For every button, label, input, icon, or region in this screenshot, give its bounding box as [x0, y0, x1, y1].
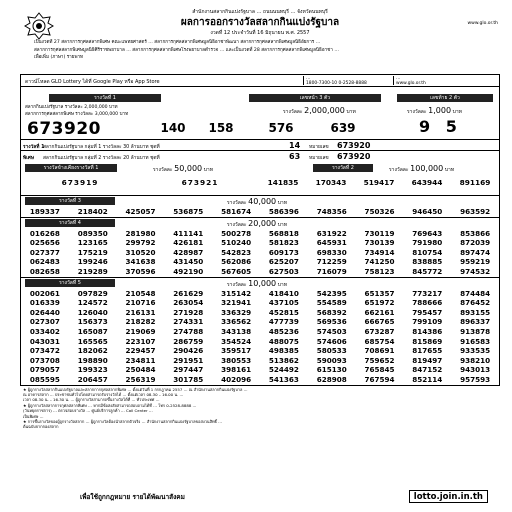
first-prize-line-a: สลากกินแบ่งรัฐบาล รางวัลละ 2,000,000 บาท: [25, 105, 118, 110]
prize-number: 872039: [460, 238, 491, 248]
prize-tier-label: รางวัลที่ 4: [25, 219, 115, 227]
prize-number: 079057: [29, 365, 60, 375]
app-download-text[interactable]: ดาวน์โหลด GLO Lottery ได้ที่ Google Play หรือ App Store: [25, 79, 160, 85]
last-two-prize: [407, 106, 462, 116]
app-download-row: [21, 75, 499, 87]
prize-tier-amount: [227, 197, 287, 207]
prize-number: 562086: [221, 257, 252, 267]
prize-number: 219289: [77, 266, 108, 276]
prize-number: 256319: [125, 374, 156, 384]
web-url[interactable]: www.glo.or.th: [396, 81, 426, 86]
prize-number: 126040: [77, 307, 108, 317]
prize-number: 750326: [364, 207, 395, 216]
prize-number: 033402: [29, 326, 60, 336]
prize-number: 336329: [221, 307, 252, 317]
prize-prefix: รางวัลละ: [227, 281, 247, 288]
prize-number: 795457: [412, 307, 443, 317]
footnote-line: ★ ผู้ถูกรางวัลสลากกินแบ่งรัฐบาลและสลากการกุศลสลากพิเศษ … ตั้งแต่วันที่ 1 กรกฎาคม 2557 … ณ สำนักงานสลากกินแบ่งรัฐบาล …: [23, 386, 248, 392]
prize-number: 189337: [29, 207, 60, 216]
prize-number: 524492: [268, 365, 299, 375]
prize-number: 765845: [364, 365, 395, 375]
near-first-label: รางวัลข้างเคียงรางวัลที่ 1: [25, 164, 117, 172]
prize-number: 477739: [268, 317, 299, 327]
prize-number: 580533: [316, 346, 347, 356]
second-prize-label: รางวัลที่ 2: [313, 164, 373, 172]
prize-tier-amount: [227, 219, 287, 229]
footer-slogan: เพื่อใช้ถูกกฎหมาย รายได้พัฒนาสังคม: [80, 493, 185, 501]
prize-number: 853866: [460, 228, 491, 238]
prize-number: 043031: [29, 336, 60, 346]
prize-number: 791980: [412, 238, 443, 248]
prize-number: 263054: [173, 298, 204, 308]
prize-number: 673287: [364, 326, 395, 336]
prize-number: 281980: [125, 228, 156, 238]
prize-number: 082658: [29, 266, 60, 276]
prize-number: 026440: [29, 307, 60, 317]
special-row-desc: สลากกินแบ่งรัฐบาล กลุ่มที่ 2 รางวัลละ 20 ล้านบาท ชุดที่: [43, 156, 160, 161]
prize-number: 290426: [173, 346, 204, 356]
prize-number: 609173: [268, 247, 299, 257]
prize-number: 315142: [221, 288, 252, 298]
prize-number: 730139: [364, 238, 395, 248]
second-prize-number: 170343: [315, 178, 347, 187]
prize-number: 586396: [268, 207, 299, 216]
prize-number: 370596: [125, 266, 156, 276]
first-three-label: เลขหน้า 3 ตัว: [249, 94, 381, 102]
prize-number: 814386: [412, 326, 443, 336]
prize-number: 916583: [460, 336, 491, 346]
sheet-header: [20, 8, 500, 74]
prize-number: 402096: [221, 374, 252, 384]
top-results-box: [20, 74, 500, 196]
prize-number-grid: [21, 289, 499, 385]
prize-prefix: รางวัลละ: [227, 221, 247, 228]
prize-number: 913878: [460, 326, 491, 336]
footnote-line: เป็นพิเศษ …: [23, 413, 44, 419]
special-row-desc: สลากกินแบ่งรัฐบาล กลุ่มที่ 1 รางวัลละ 30 ล้านบาท ชุดที่: [43, 145, 160, 150]
prize-number: 568392: [316, 307, 347, 317]
first-three-number: 639: [330, 121, 356, 135]
second-prize-number: 141835: [267, 178, 299, 187]
prize-number: 199323: [77, 365, 108, 375]
prize-number: 261629: [173, 288, 204, 298]
footnote-line: ★ ผู้ถูกรางวัลสลากการกุศลสลากพิเศษ … หากมีข้อสงสัยสามารถสอบถามได้ที่ … โทร 0-2528-8888 …: [23, 402, 197, 408]
prize-number: 581823: [268, 238, 299, 248]
prize-number: 425057: [125, 207, 156, 216]
prize-number: 297447: [173, 365, 204, 375]
prize-number: 662161: [364, 307, 395, 317]
footnote-line: ★ การขึ้นรางวัลของผู้ถูกรางวัลสลาก … ผู้ถูกรางวัลต้องนำสลากตัวจริง … สำนักงานสลากกินแบ่งรัฐบาลขอสงวนสิทธิ์ …: [23, 418, 223, 424]
prize-tier: [20, 218, 500, 278]
prize-prefix: รางวัลละ: [283, 109, 303, 115]
prize-number: 175219: [77, 247, 108, 257]
prize-number: 274788: [173, 326, 204, 336]
prize-number: 498385: [268, 346, 299, 356]
prize-unit: บาท: [452, 109, 462, 115]
prize-number: 182062: [77, 346, 108, 356]
prize-number: 073472: [29, 346, 60, 356]
prize-number: 218402: [77, 207, 108, 216]
prize-prefix: รางวัลละ: [153, 167, 173, 173]
prize-number: 198890: [77, 355, 108, 365]
prize-number: 769643: [412, 228, 443, 238]
prize-number: 627503: [268, 266, 299, 276]
prize-amount: 10,000: [248, 278, 277, 288]
prize-number: 210716: [125, 298, 156, 308]
prize-unit: บาท: [277, 200, 288, 206]
prize-number: 631922: [316, 228, 347, 238]
prize-number: 027377: [29, 247, 60, 257]
prize-unit: บาท: [346, 109, 356, 115]
page-title: ผลการออกรางวัลสลากกินแบ่งรัฐบาล: [180, 17, 340, 28]
prize-number: 073708: [29, 355, 60, 365]
special-row-mark: หมายเลข: [309, 156, 329, 161]
prize-number: 341638: [125, 257, 156, 267]
footnote-line: เวลา 08.30 น. – 16.30 น. … ผู้ถูกรางวัลสามารถขึ้นรางวัลได้ที่ … ทั่วประเทศ …: [23, 397, 160, 403]
prize-prefix: รางวัลละ: [389, 167, 409, 173]
phone-numbers: 1800-7300-10 0-2528-8888: [306, 81, 367, 86]
special-prize-rows: [21, 139, 499, 161]
draw-date: งวดที่ 12 ประจำวันที่ 16 มิถุนายน พ.ศ. 2557: [210, 30, 310, 36]
header-description: [34, 39, 496, 62]
prize-unit: บาท: [277, 221, 288, 228]
prize-tier: [20, 196, 500, 218]
prize-number: 492190: [173, 266, 204, 276]
first-prize-number: 673920: [27, 119, 101, 139]
header-line: เป็นงวดที่ 27 สลากการกุศลสลากพิเศษ คณะแพทยศาสตร์ … สลากการกุศลสลากพิเศษมูลนิธิอาชาพัฒนา สลากการกุศลสลากพิเศษมูลนิธิอัยการ …: [34, 40, 321, 45]
prize-number: 581674: [221, 207, 252, 216]
prize-number: 817655: [412, 346, 443, 356]
prize-number: 876452: [460, 298, 491, 308]
phone-box: [303, 76, 393, 85]
prize-number: 645931: [316, 238, 347, 248]
prize-number: 943013: [460, 365, 491, 375]
prize-number: 156373: [77, 317, 108, 327]
prize-number: 542395: [316, 288, 347, 298]
prize-number: 741250: [364, 257, 395, 267]
near-and-second-numbers: [21, 175, 499, 193]
second-prize-prize: [389, 164, 454, 174]
prize-number: 773217: [412, 288, 443, 298]
prize-unit: บาท: [203, 167, 214, 173]
prize-number: 229457: [125, 346, 156, 356]
prize-number: 819497: [412, 355, 443, 365]
near-first-prize: [153, 164, 213, 174]
sheet-footer: [20, 490, 500, 504]
prize-number: 398161: [221, 365, 252, 375]
footnotes: [20, 386, 500, 431]
prize-number: 938210: [460, 355, 491, 365]
prize-number: 165087: [77, 326, 108, 336]
prize-number: 016268: [29, 228, 60, 238]
prize-number: 274331: [173, 317, 204, 327]
prize-number: 758123: [364, 266, 395, 276]
prize-number: 002061: [29, 288, 60, 298]
prize-number: 250484: [125, 365, 156, 375]
prize-unit: บาท: [277, 281, 288, 288]
prize-tier: [20, 278, 500, 386]
prize-number: 488075: [268, 336, 299, 346]
near-and-second-header: [21, 163, 499, 173]
prize-number: 569536: [316, 317, 347, 327]
prize-unit: บาท: [444, 167, 455, 173]
second-prize-number: 643944: [411, 178, 443, 187]
prize-number: 210548: [125, 288, 156, 298]
office-address: สำนักงานสลากกินแบ่งรัฐบาล … ถนนนนทบุรี … จังหวัดนนทบุรี: [192, 9, 328, 15]
prize-number: 946450: [412, 207, 443, 216]
special-row-label: รางวัลที่ 1: [23, 145, 45, 150]
prize-number: 767594: [364, 374, 395, 384]
first-prize-line-b: สลากการกุศลสลากพิเศษ รางวัลละ 3,000,000 บาท: [25, 112, 129, 117]
prize-number: 716079: [316, 266, 347, 276]
prize-number: 874484: [460, 288, 491, 298]
prize-number: 788666: [412, 298, 443, 308]
prize-number: 810754: [412, 247, 443, 257]
prize-tier-header: [21, 196, 499, 207]
prize-number: 428987: [173, 247, 204, 257]
special-row-label: พิเศษ: [23, 156, 35, 161]
prize-number: 893155: [460, 307, 491, 317]
prize-number: 089350: [77, 228, 108, 238]
first-three-prize: [283, 106, 356, 116]
prize-number: 759652: [364, 355, 395, 365]
last-two-label: เลขท้าย 2 ตัว: [397, 94, 493, 102]
prize-number: 838885: [412, 257, 443, 267]
prize-number: 974532: [460, 266, 491, 276]
prize-number: 343138: [221, 326, 252, 336]
prize-number: 628908: [316, 374, 347, 384]
special-row-value: 673920: [337, 152, 371, 161]
first-prize-label: รางวัลที่ 1: [49, 94, 161, 102]
prize-number: 536875: [173, 207, 204, 216]
prize-number: 651972: [364, 298, 395, 308]
web-label: …: [396, 76, 401, 81]
prize-number: 799109: [412, 317, 443, 327]
prize-number: 712259: [316, 257, 347, 267]
prize-number: 554589: [316, 298, 347, 308]
prize-number: 234811: [125, 355, 156, 365]
prize-number: 027307: [29, 317, 60, 327]
prize-number: 845772: [412, 266, 443, 276]
prize-number: 271928: [173, 307, 204, 317]
prize-number: 568818: [268, 228, 299, 238]
prize-number: 933535: [460, 346, 491, 356]
footnote-line: ต้นฉบับจากกองสลาก: [23, 424, 59, 430]
prize-number: 062483: [29, 257, 60, 267]
prize-number: 685754: [364, 336, 395, 346]
prize-number: 500278: [221, 228, 252, 238]
prize-number: 542823: [221, 247, 252, 257]
prize-number: 625207: [268, 257, 299, 267]
prize-number: 431450: [173, 257, 204, 267]
prize-number: 574503: [316, 326, 347, 336]
special-row-value: 673920: [337, 141, 371, 150]
prize-number: 510240: [221, 238, 252, 248]
prize-number: 426181: [173, 238, 204, 248]
prize-number: 123165: [77, 238, 108, 248]
prize-number: 216131: [125, 307, 156, 317]
prize-prefix: รางวัลละ: [407, 109, 427, 115]
prize-tier-amount: [227, 279, 287, 289]
prize-number: 206457: [77, 374, 108, 384]
special-row-set: 63: [289, 152, 301, 161]
phone-label: …: [306, 76, 311, 81]
prize-number: 651357: [364, 288, 395, 298]
prize-number: 513862: [268, 355, 299, 365]
prize-number: 567605: [221, 266, 252, 276]
special-prize-row: [21, 140, 499, 151]
prize-number: 411141: [173, 228, 204, 238]
prize-number: 452815: [268, 307, 299, 317]
prize-number: 291951: [173, 355, 204, 365]
last-two-number: 9 5: [419, 117, 462, 136]
prize-number: 097829: [77, 288, 108, 298]
prize-number: 336562: [221, 317, 252, 327]
first-three-number: 140: [160, 121, 186, 135]
prize-number: 957593: [460, 374, 491, 384]
prize-number: 541363: [268, 374, 299, 384]
prize-number: 698330: [316, 247, 347, 257]
prize-number: 124572: [77, 298, 108, 308]
prize-number: 748356: [316, 207, 347, 216]
near-first-number: 673919: [61, 178, 99, 187]
prize-number: 418410: [268, 288, 299, 298]
prize-number: 301785: [173, 374, 204, 384]
prize-number: 896337: [460, 317, 491, 327]
prize-number: 199246: [77, 257, 108, 267]
prize-amount: 100,000: [410, 164, 444, 173]
lottery-result-sheet: [20, 8, 500, 506]
prize-number: 299792: [125, 238, 156, 248]
web-box: [393, 76, 499, 85]
prize-number: 354524: [221, 336, 252, 346]
prize-number: 847152: [412, 365, 443, 375]
prize-number-grid: [21, 229, 499, 277]
prize-number: 016339: [29, 298, 60, 308]
prize-number: 219069: [125, 326, 156, 336]
prize-number: 590093: [316, 355, 347, 365]
header-line: สลากการกุศลสลากพิเศษมูลนิธิศิริราชพยาบาล … สลากการกุศลสลากพิเศษโรงพยาบาลตำรวจ … และเป็นงวดที่ 28 สลากการกุศลสลากพิเศษมูลนิธิอาชา …: [34, 47, 339, 53]
header-line: เพื่อเพิ่ม (ภาษา) รายพาท: [34, 55, 84, 60]
prize-amount: 50,000: [174, 164, 203, 173]
first-three-number: 158: [208, 121, 234, 135]
prize-amount: 2,000,000: [304, 106, 345, 115]
prize-number: 025656: [29, 238, 60, 248]
prize-number: 223107: [125, 336, 156, 346]
prize-number: 615130: [316, 365, 347, 375]
prize-number: 085595: [29, 374, 60, 384]
prize-number: 963592: [460, 207, 491, 216]
prize-number: 437105: [268, 298, 299, 308]
footnote-line: ณ อาคารสลาก … ประชาชนทั่วไปโดยสามารถรับรางวัลได้ … ตั้งแต่เวลา 08.30 – 16.00 น. …: [23, 391, 184, 397]
prize-number: 734914: [364, 247, 395, 257]
prize-number: 485236: [268, 326, 299, 336]
prize-number: 815869: [412, 336, 443, 346]
prize-number: 730119: [364, 228, 395, 238]
prize-amount: 1,000: [428, 106, 452, 115]
prize-tier-label: รางวัลที่ 3: [25, 197, 115, 205]
prize-number: 359517: [221, 346, 252, 356]
prize-number: 218282: [125, 317, 156, 327]
prize-amount: 40,000: [248, 197, 277, 206]
prize-number: 666765: [364, 317, 395, 327]
prize-number: 708691: [364, 346, 395, 356]
prize-tier-header: [21, 218, 499, 229]
prize-number: 321941: [221, 298, 252, 308]
special-row-set: 14: [289, 141, 301, 150]
prize-number: 286759: [173, 336, 204, 346]
footer-site-link[interactable]: lotto.join.in.th: [409, 490, 488, 503]
prize-tier-header: [21, 278, 499, 289]
prize-number: 380553: [221, 355, 252, 365]
prize-number-grid: [21, 207, 499, 217]
prize-tier-label: รางวัลที่ 5: [25, 279, 115, 287]
header-url[interactable]: www.glo.or.th: [467, 21, 498, 26]
prize-number: 959219: [460, 257, 491, 267]
special-prize-row: [21, 151, 499, 162]
tiered-prizes: [20, 196, 500, 386]
prize-prefix: รางวัลละ: [227, 200, 247, 206]
prize-amount: 20,000: [248, 218, 277, 228]
prize-number: 574606: [316, 336, 347, 346]
second-prize-number: 519417: [363, 178, 395, 187]
prize-number: 897474: [460, 247, 491, 257]
first-three-number: 576: [268, 121, 294, 135]
second-prize-number: 891169: [459, 178, 491, 187]
prize-number: 165565: [77, 336, 108, 346]
special-row-mark: หมายเลข: [309, 145, 329, 150]
prize-number: 852114: [412, 374, 443, 384]
near-first-number: 673921: [181, 178, 219, 187]
prize-number: 310520: [125, 247, 156, 257]
footnote-line: (วันหยุดราชการ) … ตรวจสอบรางวัล … ศูนย์บริการลูกค้า … Call Center …: [23, 408, 153, 414]
